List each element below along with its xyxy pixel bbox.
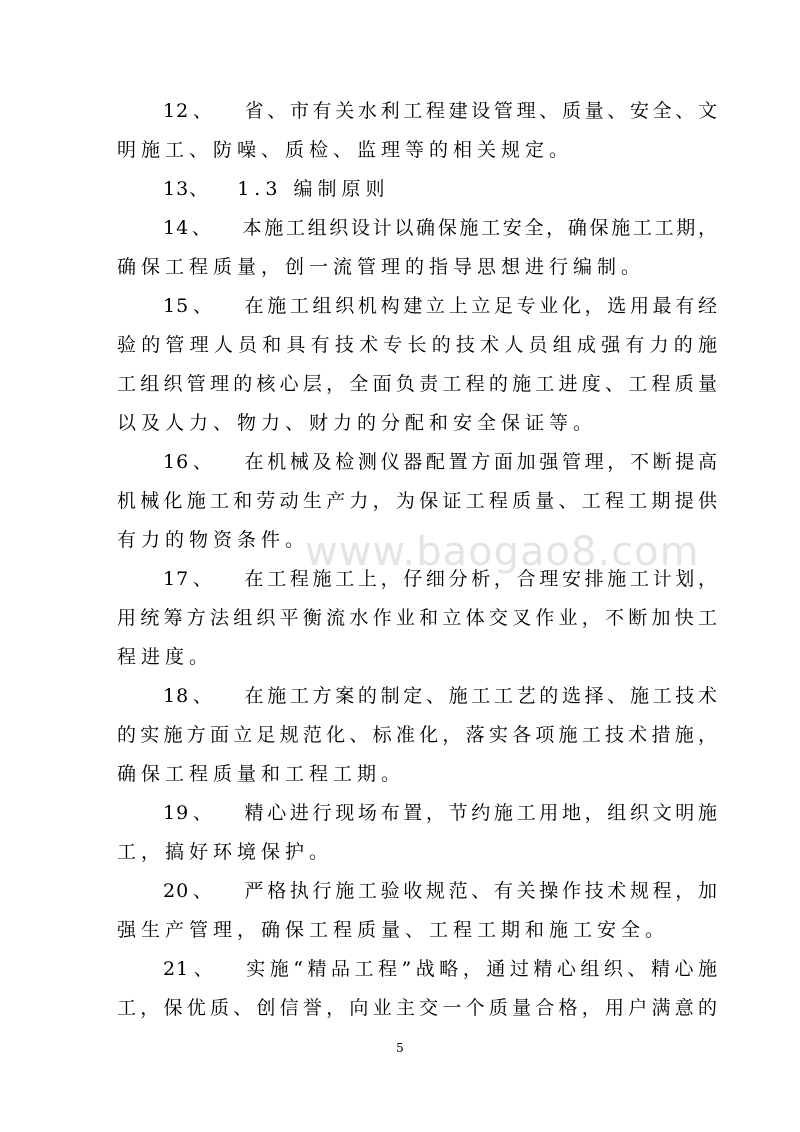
paragraph-text: 实施“精品工程”战略，通过精心组织、精心施 — [246, 958, 717, 980]
item-number: 19、 — [163, 802, 217, 824]
paragraph-21-line-2: 工，保优质、创信誉，向业主交一个质量合格，用户满意的 — [117, 997, 717, 1019]
paragraph-15-line-1 — [163, 286, 717, 326]
watermark: www.baogao8.com — [305, 529, 700, 575]
paragraph-14-line-1 — [163, 208, 717, 248]
paragraph-text: 本施工组织设计以确保施工安全，确保施工工期， — [242, 217, 717, 239]
paragraph-14-line-2: 确保工程质量，创一流管理的指导思想进行编制。 — [117, 256, 646, 278]
item-number: 13、 — [163, 178, 210, 200]
paragraph-16-line-3: 有力的物资条件。 — [117, 529, 310, 551]
paragraph-21-line-1 — [163, 949, 717, 989]
section-heading: 1.3 编制原则 — [237, 178, 390, 200]
paragraph-16-line-2: 机械化施工和劳动生产力，为保证工程质量、工程工期提供 — [117, 490, 717, 512]
paragraph-18-line-1 — [163, 676, 717, 716]
item-number: 17、 — [163, 568, 217, 590]
item-number: 16、 — [163, 451, 217, 473]
paragraph-18-line-2: 的实施方面立足规范化、标准化，落实各项施工技术措施， — [117, 724, 717, 746]
paragraph-15-line-2: 验的管理人员和具有技术专长的技术人员组成强有力的施 — [117, 334, 717, 356]
paragraph-20-line-1 — [163, 871, 717, 911]
paragraph-19-line-2: 工，搞好环境保护。 — [117, 841, 334, 863]
item-number: 12、 — [163, 100, 217, 122]
paragraph-17-line-1 — [163, 559, 717, 599]
paragraph-text: 严格执行施工验收规范、有关操作技术规程，加 — [244, 880, 717, 902]
page-number: 5 — [396, 1041, 404, 1055]
item-number: 15、 — [163, 295, 217, 317]
paragraph-20-line-2: 强生产管理，确保工程质量、工程工期和施工安全。 — [117, 919, 670, 941]
item-number: 20、 — [163, 880, 217, 902]
paragraph-text: 省、市有关水利工程建设管理、质量、安全、文 — [244, 100, 717, 122]
paragraph-12-line-2: 明施工、防噪、质检、监理等的相关规定。 — [117, 139, 574, 161]
item-number: 14、 — [163, 217, 215, 239]
paragraph-17-line-2: 用统筹方法组织平衡流水作业和立体交叉作业，不断加快工 — [117, 607, 717, 629]
paragraph-19-line-1 — [163, 793, 717, 833]
paragraph-text: 在机械及检测仪器配置方面加强管理，不断提高 — [244, 451, 717, 473]
paragraph-15-line-3: 工组织管理的核心层，全面负责工程的施工进度、工程质量 — [117, 373, 717, 395]
item-number: 21、 — [163, 958, 219, 980]
paragraph-13-line-1 — [163, 169, 763, 209]
paragraph-17-line-3: 程进度。 — [117, 646, 214, 668]
paragraph-text: 在施工方案的制定、施工工艺的选择、施工技术 — [244, 685, 717, 707]
paragraph-text: 在施工组织机构建立上立足专业化，选用最有经 — [244, 295, 717, 317]
paragraph-16-line-1 — [163, 442, 717, 482]
paragraph-12-line-1 — [163, 91, 717, 131]
paragraph-18-line-3: 确保工程质量和工程工期。 — [117, 763, 406, 785]
paragraph-text: 精心进行现场布置，节约施工用地，组织文明施 — [244, 802, 717, 824]
paragraph-15-line-4: 以及人力、物力、财力的分配和安全保证等。 — [117, 412, 598, 434]
paragraph-text: 在工程施工上，仔细分析，合理安排施工计划， — [244, 568, 717, 590]
item-number: 18、 — [163, 685, 217, 707]
